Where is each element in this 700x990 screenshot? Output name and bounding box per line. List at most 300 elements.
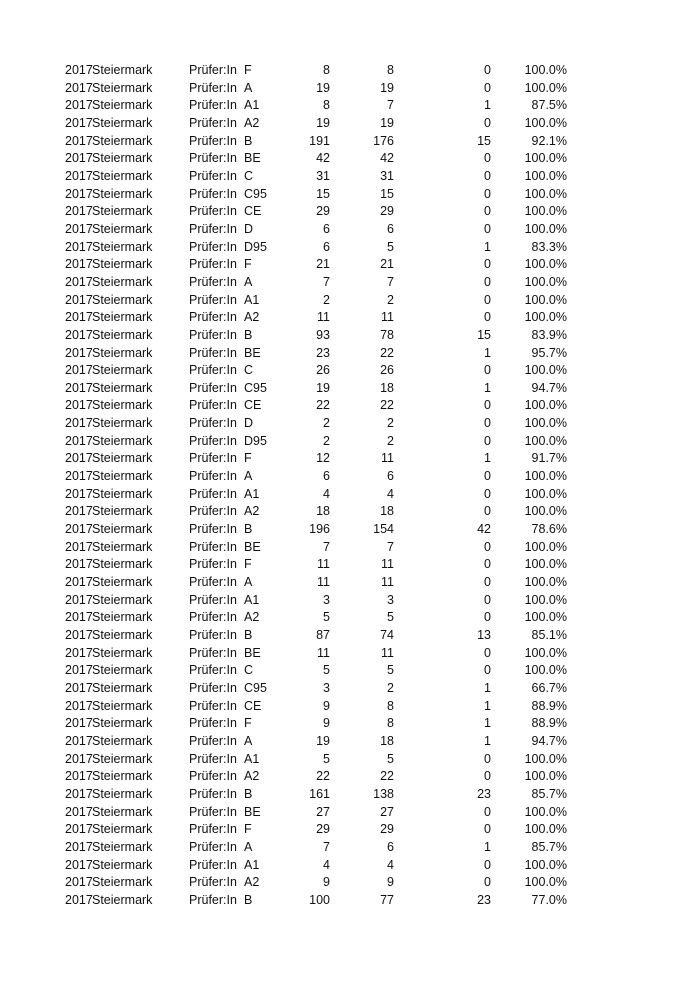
total-count-cell: 4 [323,486,330,501]
pass-rate-cell: 85.7% [531,786,567,801]
table-row [0,486,700,504]
license-class-cell: B [244,892,253,907]
role-cell: Prüfer:In [189,292,237,307]
total-count-cell: 12 [316,451,330,466]
role-cell: Prüfer:In [189,610,237,625]
role-cell: Prüfer:In [189,822,237,837]
failed-count-cell: 0 [484,469,491,484]
role-cell: Prüfer:In [189,769,237,784]
failed-count-cell: 0 [484,592,491,607]
passed-count-cell: 22 [380,769,394,784]
license-class-cell: F [244,63,252,77]
failed-count-cell: 0 [484,875,491,890]
pass-rate-cell: 85.7% [531,839,567,854]
table-row [0,768,700,786]
role-cell: Prüfer:In [189,469,237,484]
region-cell: Steiermark [92,892,153,907]
passed-count-cell: 2 [387,292,394,307]
year-cell: 2017 [65,698,93,713]
role-cell: Prüfer:In [189,857,237,872]
year-cell: 2017 [65,751,93,766]
total-count-cell: 27 [316,804,330,819]
failed-count-cell: 0 [484,115,491,130]
role-cell: Prüfer:In [189,875,237,890]
license-class-cell: D [244,221,254,236]
failed-count-cell: 0 [484,610,491,625]
region-cell: Steiermark [92,522,153,537]
role-cell: Prüfer:In [189,98,237,113]
failed-count-cell: 1 [484,98,491,113]
total-count-cell: 7 [323,539,330,554]
table-row [0,97,700,115]
total-count-cell: 3 [323,592,330,607]
region-cell: Steiermark [92,804,153,819]
license-class-cell: D [244,416,254,431]
failed-count-cell: 23 [477,786,491,801]
table-row [0,468,700,486]
total-count-cell: 7 [323,839,330,854]
failed-count-cell: 1 [484,451,491,466]
total-count-cell: 5 [323,610,330,625]
total-count-cell: 3 [323,680,330,695]
passed-count-cell: 29 [380,204,394,219]
year-cell: 2017 [65,786,93,801]
year-cell: 2017 [65,575,93,590]
pass-rate-cell: 100.0% [524,433,567,448]
passed-count-cell: 9 [387,875,394,890]
role-cell: Prüfer:In [189,486,237,501]
total-count-cell: 87 [316,628,330,642]
region-cell: Steiermark [92,151,153,166]
pass-rate-cell: 100.0% [524,274,567,289]
table-row [0,556,700,574]
license-class-cell: A2 [244,310,260,325]
role-cell: Prüfer:In [189,327,237,342]
total-count-cell: 31 [316,168,330,183]
table-row [0,133,700,151]
table-row [0,609,700,627]
passed-count-cell: 138 [373,786,394,801]
year-cell: 2017 [65,539,93,554]
failed-count-cell: 0 [484,663,491,678]
license-class-cell: CE [244,698,262,713]
region-cell: Steiermark [92,239,153,254]
pass-rate-cell: 66.7% [531,680,567,695]
total-count-cell: 100 [309,892,330,907]
year-cell: 2017 [65,363,93,378]
passed-count-cell: 6 [387,221,394,236]
license-class-cell: A1 [244,857,260,872]
total-count-cell: 19 [316,733,330,748]
license-class-cell: A [244,839,253,854]
total-count-cell: 11 [317,575,330,590]
pass-rate-cell: 95.7% [531,345,567,360]
role-cell: Prüfer:In [189,451,237,466]
passed-count-cell: 5 [387,239,394,254]
failed-count-cell: 1 [484,239,491,254]
year-cell: 2017 [65,663,93,678]
failed-count-cell: 1 [484,698,491,713]
total-count-cell: 5 [323,751,330,766]
year-cell: 2017 [65,98,93,113]
region-cell: Steiermark [92,186,153,201]
pass-rate-cell: 100.0% [524,769,567,784]
role-cell: Prüfer:In [189,645,237,660]
role-cell: Prüfer:In [189,504,237,519]
passed-count-cell: 78 [380,327,394,342]
role-cell: Prüfer:In [189,733,237,748]
total-count-cell: 19 [316,80,330,95]
passed-count-cell: 18 [380,380,394,395]
region-cell: Steiermark [92,451,153,466]
passed-count-cell: 5 [387,610,394,625]
license-class-cell: A2 [244,875,260,890]
year-cell: 2017 [65,733,93,748]
total-count-cell: 5 [323,663,330,678]
license-class-cell: C95 [244,186,267,201]
passed-count-cell: 15 [380,186,394,201]
region-cell: Steiermark [92,769,153,784]
passed-count-cell: 26 [380,363,394,378]
table-row [0,327,700,345]
total-count-cell: 6 [323,221,330,236]
pass-rate-cell: 100.0% [524,822,567,837]
role-cell: Prüfer:In [189,628,237,642]
total-count-cell: 6 [323,469,330,484]
year-cell: 2017 [65,186,93,201]
pass-rate-cell: 100.0% [524,610,567,625]
failed-count-cell: 0 [484,433,491,448]
failed-count-cell: 0 [484,504,491,519]
year-cell: 2017 [65,204,93,219]
table-row [0,539,700,557]
failed-count-cell: 0 [484,804,491,819]
total-count-cell: 196 [309,522,330,537]
year-cell: 2017 [65,857,93,872]
region-cell: Steiermark [92,575,153,590]
total-count-cell: 26 [316,363,330,378]
year-cell: 2017 [65,257,93,272]
region-cell: Steiermark [92,680,153,695]
table-row [0,786,700,804]
year-cell: 2017 [65,557,93,572]
passed-count-cell: 2 [387,433,394,448]
pass-rate-cell: 100.0% [524,186,567,201]
region-cell: Steiermark [92,363,153,378]
year-cell: 2017 [65,274,93,289]
table-row [0,239,700,257]
passed-count-cell: 18 [380,504,394,519]
table-row [0,292,700,310]
year-cell: 2017 [65,486,93,501]
role-cell: Prüfer:In [189,310,237,325]
pass-rate-cell: 100.0% [524,221,567,236]
region-cell: Steiermark [92,663,153,678]
license-class-cell: CE [244,204,262,219]
pass-rate-cell: 100.0% [524,557,567,572]
role-cell: Prüfer:In [189,557,237,572]
license-class-cell: A2 [244,504,260,519]
passed-count-cell: 11 [381,557,394,572]
pass-rate-cell: 100.0% [524,751,567,766]
table-row [0,150,700,168]
table-row [0,574,700,592]
total-count-cell: 18 [316,504,330,519]
failed-count-cell: 42 [477,522,491,537]
table-row [0,839,700,857]
table-row [0,874,700,892]
region-cell: Steiermark [92,716,153,731]
role-cell: Prüfer:In [189,274,237,289]
table-row [0,857,700,875]
region-cell: Steiermark [92,310,153,325]
table-row [0,715,700,733]
role-cell: Prüfer:In [189,168,237,183]
failed-count-cell: 0 [484,363,491,378]
license-class-cell: A1 [244,486,260,501]
table-row [0,892,700,910]
license-class-cell: C [244,168,254,183]
region-cell: Steiermark [92,204,153,219]
total-count-cell: 21 [316,257,330,272]
pass-rate-cell: 100.0% [524,63,567,77]
table-row [0,397,700,415]
role-cell: Prüfer:In [189,716,237,731]
license-class-cell: C95 [244,380,267,395]
total-count-cell: 9 [323,875,330,890]
region-cell: Steiermark [92,257,153,272]
total-count-cell: 29 [316,204,330,219]
pass-rate-cell: 100.0% [524,115,567,130]
role-cell: Prüfer:In [189,186,237,201]
total-count-cell: 23 [316,345,330,360]
year-cell: 2017 [65,522,93,537]
total-count-cell: 9 [323,716,330,731]
year-cell: 2017 [65,433,93,448]
license-class-cell: A2 [244,610,260,625]
year-cell: 2017 [65,469,93,484]
table-row [0,645,700,663]
region-cell: Steiermark [92,504,153,519]
region-cell: Steiermark [92,857,153,872]
passed-count-cell: 11 [381,310,394,325]
year-cell: 2017 [65,610,93,625]
region-cell: Steiermark [92,345,153,360]
passed-count-cell: 176 [373,133,394,148]
role-cell: Prüfer:In [189,204,237,219]
year-cell: 2017 [65,645,93,660]
region-cell: Steiermark [92,292,153,307]
table-row [0,698,700,716]
table-row [0,450,700,468]
passed-count-cell: 8 [387,63,394,77]
region-cell: Steiermark [92,63,153,77]
failed-count-cell: 0 [484,151,491,166]
year-cell: 2017 [65,804,93,819]
pass-rate-cell: 83.9% [531,327,567,342]
table-row [0,274,700,292]
year-cell: 2017 [65,416,93,431]
license-class-cell: F [244,451,252,466]
passed-count-cell: 21 [380,257,394,272]
role-cell: Prüfer:In [189,398,237,413]
license-class-cell: BE [244,804,261,819]
total-count-cell: 19 [316,115,330,130]
region-cell: Steiermark [92,628,153,642]
table-row [0,627,700,645]
passed-count-cell: 31 [380,168,394,183]
license-class-cell: D95 [244,433,267,448]
license-class-cell: CE [244,398,262,413]
passed-count-cell: 8 [387,698,394,713]
total-count-cell: 11 [317,557,330,572]
role-cell: Prüfer:In [189,115,237,130]
region-cell: Steiermark [92,751,153,766]
total-count-cell: 8 [323,98,330,113]
region-cell: Steiermark [92,416,153,431]
license-class-cell: BE [244,645,261,660]
license-class-cell: A2 [244,115,260,130]
year-cell: 2017 [65,115,93,130]
license-class-cell: F [244,716,252,731]
passed-count-cell: 19 [380,115,394,130]
pass-rate-cell: 100.0% [524,363,567,378]
pass-rate-cell: 100.0% [524,857,567,872]
license-class-cell: C [244,663,254,678]
passed-count-cell: 18 [380,733,394,748]
pass-rate-cell: 78.6% [531,522,567,537]
region-cell: Steiermark [92,433,153,448]
pass-rate-cell: 100.0% [524,875,567,890]
table-row [0,415,700,433]
license-class-cell: B [244,522,253,537]
passed-count-cell: 19 [380,80,394,95]
year-cell: 2017 [65,151,93,166]
pass-rate-cell: 100.0% [524,592,567,607]
failed-count-cell: 0 [484,645,491,660]
table-row [0,203,700,221]
failed-count-cell: 0 [484,204,491,219]
year-cell: 2017 [65,221,93,236]
role-cell: Prüfer:In [189,345,237,360]
total-count-cell: 42 [316,151,330,166]
failed-count-cell: 1 [484,345,491,360]
license-class-cell: A [244,469,253,484]
pass-rate-cell: 100.0% [524,486,567,501]
role-cell: Prüfer:In [189,698,237,713]
data-table [0,62,700,910]
role-cell: Prüfer:In [189,221,237,236]
role-cell: Prüfer:In [189,363,237,378]
year-cell: 2017 [65,63,93,77]
year-cell: 2017 [65,239,93,254]
total-count-cell: 15 [316,186,330,201]
failed-count-cell: 0 [484,80,491,95]
region-cell: Steiermark [92,645,153,660]
total-count-cell: 4 [323,857,330,872]
region-cell: Steiermark [92,733,153,748]
pass-rate-cell: 100.0% [524,645,567,660]
pass-rate-cell: 77.0% [531,892,567,907]
license-class-cell: A [244,575,253,590]
pass-rate-cell: 100.0% [524,575,567,590]
total-count-cell: 22 [316,398,330,413]
table-row [0,821,700,839]
passed-count-cell: 74 [380,628,394,642]
region-cell: Steiermark [92,610,153,625]
region-cell: Steiermark [92,822,153,837]
failed-count-cell: 15 [477,327,491,342]
year-cell: 2017 [65,680,93,695]
role-cell: Prüfer:In [189,786,237,801]
pass-rate-cell: 100.0% [524,416,567,431]
passed-count-cell: 8 [387,716,394,731]
failed-count-cell: 0 [484,63,491,77]
failed-count-cell: 1 [484,733,491,748]
license-class-cell: B [244,327,253,342]
failed-count-cell: 0 [484,769,491,784]
table-row [0,751,700,769]
role-cell: Prüfer:In [189,80,237,95]
total-count-cell: 7 [323,274,330,289]
table-row [0,804,700,822]
pass-rate-cell: 87.5% [531,98,567,113]
year-cell: 2017 [65,504,93,519]
failed-count-cell: 0 [484,257,491,272]
passed-count-cell: 5 [387,663,394,678]
role-cell: Prüfer:In [189,539,237,554]
table-row [0,115,700,133]
pass-rate-cell: 94.7% [531,733,567,748]
table-row [0,592,700,610]
passed-count-cell: 2 [387,416,394,431]
passed-count-cell: 22 [380,398,394,413]
year-cell: 2017 [65,769,93,784]
failed-count-cell: 0 [484,557,491,572]
table-row [0,168,700,186]
license-class-cell: A1 [244,751,260,766]
license-class-cell: C95 [244,680,267,695]
year-cell: 2017 [65,133,93,148]
pass-rate-cell: 91.7% [531,451,567,466]
role-cell: Prüfer:In [189,680,237,695]
pass-rate-cell: 88.9% [531,698,567,713]
failed-count-cell: 0 [484,416,491,431]
passed-count-cell: 22 [380,345,394,360]
table-row [0,362,700,380]
role-cell: Prüfer:In [189,151,237,166]
table-row [0,380,700,398]
region-cell: Steiermark [92,557,153,572]
license-class-cell: A [244,274,253,289]
license-class-cell: BE [244,345,261,360]
role-cell: Prüfer:In [189,804,237,819]
failed-count-cell: 1 [484,680,491,695]
passed-count-cell: 11 [381,575,394,590]
pass-rate-cell: 100.0% [524,469,567,484]
failed-count-cell: 0 [484,221,491,236]
passed-count-cell: 27 [380,804,394,819]
failed-count-cell: 0 [484,486,491,501]
role-cell: Prüfer:In [189,257,237,272]
year-cell: 2017 [65,822,93,837]
license-class-cell: BE [244,151,261,166]
passed-count-cell: 7 [387,274,394,289]
passed-count-cell: 7 [387,98,394,113]
role-cell: Prüfer:In [189,133,237,148]
total-count-cell: 29 [316,822,330,837]
pass-rate-cell: 83.3% [531,239,567,254]
